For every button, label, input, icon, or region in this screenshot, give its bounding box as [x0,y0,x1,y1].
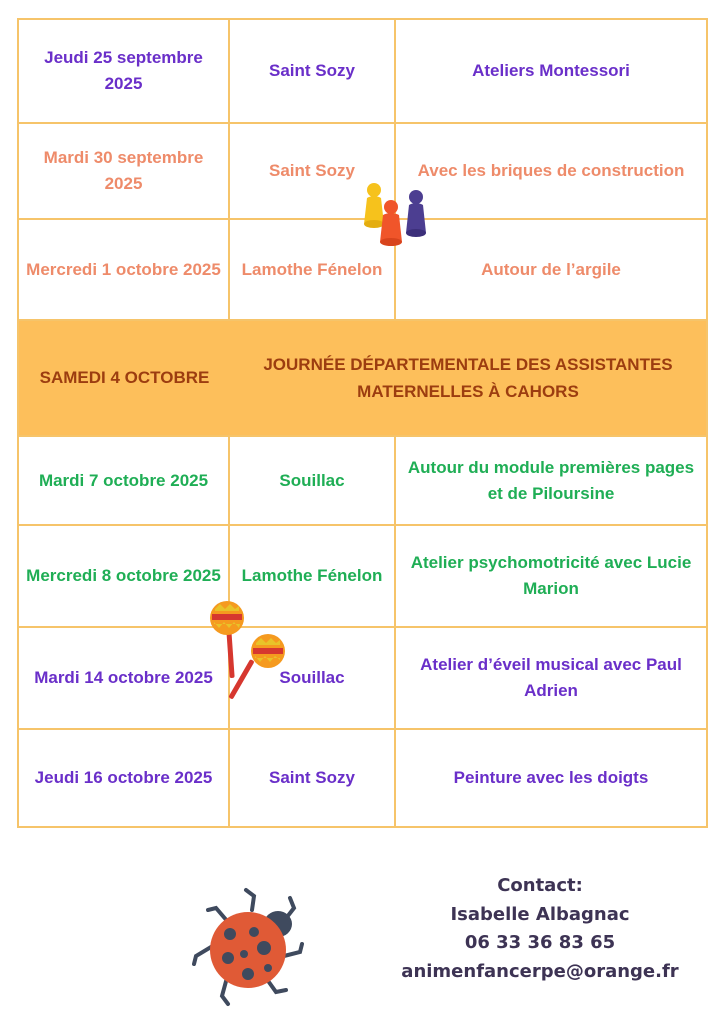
date-cell: Mardi 14 octobre 2025 [19,628,230,728]
activity-cell: Atelier d’éveil musical avec Paul Adrien [420,655,682,700]
activity-cell: Avec les briques de construction [417,161,685,180]
activity-cell: Peinture avec les doigts [453,768,649,787]
purple-pawn-icon [406,190,426,237]
date-cell: Mercredi 8 octobre 2025 [19,526,230,626]
table-row [19,526,706,628]
contact-heading: Contact: [497,875,583,896]
place-cell: Saint Sozy [230,730,396,826]
place-cell: Saint Sozy [230,20,396,122]
place-cell: Souillac [230,437,396,524]
date-cell: Mardi 7 octobre 2025 [19,437,230,524]
date-cell: Mardi 30 septembre 2025 [19,124,230,218]
ladybug-icon [188,886,308,1010]
activity-cell: Atelier psychomotricité avec Lucie Marion [410,553,692,598]
maracas-icon [206,598,292,704]
table-row [19,20,706,124]
place-cell: Lamothe Fénelon [230,526,396,626]
table-row [19,730,706,826]
contact-phone: 06 33 36 83 65 [464,932,616,953]
date-cell: Jeudi 25 septembre 2025 [19,20,230,122]
activity-cell: Autour du module premières pages et de Piloursine [407,457,695,503]
contact-email: animenfancerpe@orange.fr [401,960,679,982]
place-cell: Souillac [230,628,396,728]
table-row [19,628,706,730]
table-row [19,437,706,526]
event-banner [19,321,706,437]
schedule-table [17,18,708,828]
yellow-pawn-icon [364,183,384,228]
game-pawns-icon [358,180,432,250]
contact-block [380,872,700,986]
place-cell: Saint Sozy [230,124,396,218]
place-cell: Lamothe Fénelon [230,220,396,319]
activity-cell: Autour de l’argile [481,259,621,279]
contact-name: Isabelle Albagnac [450,903,630,925]
date-cell: Mercredi 1 octobre 2025 [19,220,230,319]
date-cell: Jeudi 16 octobre 2025 [19,730,230,826]
banner-date: SAMEDI 4 OCTOBRE [39,368,210,387]
maraca-left-icon [210,601,244,678]
banner-event: JOURNÉE DÉPARTEMENTALE DES ASSISTANTES MATERNELLES À CAHORS [263,355,673,401]
activity-cell: Ateliers Montessori [472,61,630,80]
red-pawn-icon [380,200,402,246]
maraca-right-icon [228,634,285,700]
